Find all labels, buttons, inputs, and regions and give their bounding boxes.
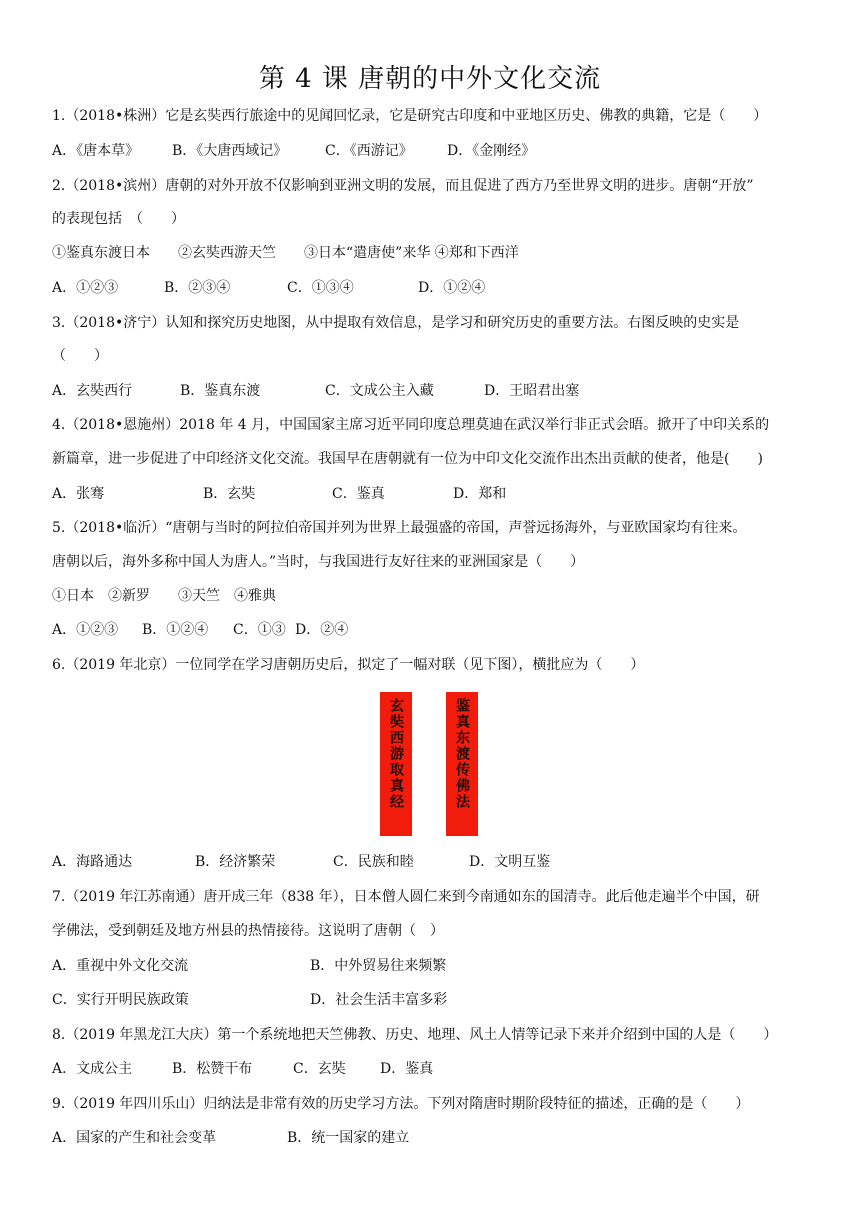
q5-option-a: A．①②③ bbox=[52, 622, 119, 638]
q1-option-d: D．《金刚经》 bbox=[447, 143, 536, 159]
question-2-stem-cont: 的表现包括 （ ） bbox=[52, 211, 185, 227]
q9-option-a: A．国家的产生和社会变革 bbox=[52, 1130, 217, 1146]
q7-option-b: B．中外贸易往来频繁 bbox=[310, 958, 447, 974]
question-8-stem: 8.（2019 年黑龙江大庆）第一个系统地把天竺佛教、历史、地理、风土人情等记录下来并介绍到中国的人是（ ） bbox=[52, 1027, 778, 1043]
q3-option-d: D．王昭君出塞 bbox=[484, 383, 580, 399]
question-7-stem: 7.（2019 年江苏南通）唐开成三年（838 年），日本僧人圆仁来到今南通如东的国清寺。此后他走遍半个中国，研 bbox=[52, 889, 760, 905]
question-3-stem: 3.（2018•济宁）认知和探究历史地图，从中提取有效信息，是学习和研究历史的重要方法。右图反映的史实是 bbox=[52, 315, 740, 331]
q7-option-c: C．实行开明民族政策 bbox=[52, 992, 189, 1008]
q5-option-d: D．②④ bbox=[295, 622, 349, 638]
q6-option-d: D．文明互鉴 bbox=[469, 854, 551, 870]
q3-option-a: A．玄奘西行 bbox=[52, 383, 133, 399]
question-2-items: ①鉴真东渡日本 ②玄奘西游天竺 ③日本“遣唐使”来华 ④郑和下西洋 bbox=[52, 245, 519, 261]
q3-option-c: C．文成公主入藏 bbox=[325, 383, 434, 399]
q4-option-a: A．张骞 bbox=[52, 486, 105, 502]
question-1-stem: 1.（2018•株洲）它是玄奘西行旅途中的见闻回忆录，它是研究古印度和中亚地区历史、佛教的典籍，它是（ ） bbox=[52, 108, 768, 124]
couplet-right-text: 鉴真东渡传佛法 bbox=[454, 698, 470, 810]
question-5-stem-cont: 唐朝以后，海外多称中国人为唐人。”当时，与我国进行友好往来的亚洲国家是（ ） bbox=[52, 554, 585, 570]
q1-option-a: A．《唐本草》 bbox=[52, 143, 140, 159]
q8-option-a: A．文成公主 bbox=[52, 1061, 133, 1077]
couplet-right-scroll bbox=[446, 692, 478, 836]
q5-option-c: C．①③ bbox=[233, 622, 286, 638]
question-7-stem-cont: 学佛法，受到朝廷及地方州县的热情接待。这说明了唐朝（ ） bbox=[52, 923, 444, 939]
q2-option-a: A．①②③ bbox=[52, 280, 119, 296]
q2-option-c: C．①③④ bbox=[287, 280, 354, 296]
question-4-stem: 4.（2018•恩施州）2018 年 4 月，中国国家主席习近平同印度总理莫迪在武汉举行非正式会晤。掀开了中印关系的 bbox=[52, 417, 770, 433]
q4-option-b: B．玄奘 bbox=[203, 486, 256, 502]
q8-option-c: C．玄奘 bbox=[293, 1061, 346, 1077]
q6-option-b: B．经济繁荣 bbox=[195, 854, 276, 870]
question-9-stem: 9.（2019 年四川乐山）归纳法是非常有效的历史学习方法。下列对隋唐时期阶段特征的描述，正确的是（ ） bbox=[52, 1096, 750, 1112]
q1-option-b: B．《大唐西域记》 bbox=[172, 143, 288, 159]
q4-option-c: C．鉴真 bbox=[332, 486, 385, 502]
question-2-stem: 2.（2018•滨州）唐朝的对外开放不仅影响到亚洲文明的发展，而且促进了西方乃至世界文明的进步。唐朝“开放” bbox=[52, 178, 754, 194]
q2-option-b: B．②③④ bbox=[164, 280, 231, 296]
question-3-stem-cont: （ ） bbox=[52, 348, 108, 364]
q5-option-b: B．①②④ bbox=[142, 622, 209, 638]
page-title: 第 4 课 唐朝的中外文化交流 bbox=[258, 64, 602, 94]
q1-option-c: C．《西游记》 bbox=[325, 143, 413, 159]
q2-option-d: D．①②④ bbox=[418, 280, 486, 296]
couplet-left-text: 玄奘西游取真经 bbox=[388, 698, 404, 810]
q3-option-b: B．鉴真东渡 bbox=[180, 383, 261, 399]
q9-option-b: B．统一国家的建立 bbox=[287, 1130, 410, 1146]
q8-option-b: B．松赞干布 bbox=[172, 1061, 253, 1077]
question-4-stem-cont: 新篇章，进一步促进了中印经济文化交流。我国早在唐朝就有一位为中印文化交流作出杰出贡献的使者，他是( ) bbox=[52, 451, 763, 467]
question-5-stem: 5.（2018•临沂）“唐朝与当时的阿拉伯帝国并列为世界上最强盛的帝国，声誉远扬海外，与亚欧国家均有往来。 bbox=[52, 520, 747, 536]
question-5-items: ①日本 ②新罗 ③天竺 ④雅典 bbox=[52, 588, 276, 604]
question-6-stem: 6.（2019 年北京）一位同学在学习唐朝历史后，拟定了一幅对联（见下图），横批应为（ ） bbox=[52, 657, 645, 673]
q6-option-a: A．海路通达 bbox=[52, 854, 133, 870]
q7-option-d: D．社会生活丰富多彩 bbox=[310, 992, 448, 1008]
q6-option-c: C．民族和睦 bbox=[333, 854, 414, 870]
couplet-left-scroll bbox=[380, 692, 412, 836]
q8-option-d: D．鉴真 bbox=[380, 1061, 434, 1077]
q7-option-a: A．重视中外文化交流 bbox=[52, 958, 189, 974]
q4-option-d: D．郑和 bbox=[453, 486, 507, 502]
